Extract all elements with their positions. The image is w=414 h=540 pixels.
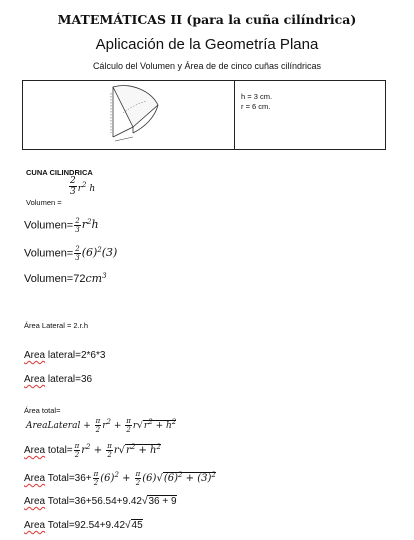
- total-area-formula: AreaLateral + $\frac{\pi}{2}$ $r^2$ + $\frac{\pi}{2}$ $r√r^2 + h^2$: [26, 417, 177, 434]
- lateral-area-result: Area lateral=36: [24, 374, 93, 385]
- total-area-step-1: Area total= $\frac{\pi}{2}$ $r^2$ + $\frac{\pi}{2}$ $r√r^2 + h^2$: [24, 442, 161, 459]
- lateral-area-step-1: Area lateral=2*6*3: [24, 350, 106, 361]
- volume-result: $Volumen=72cm^3$: [24, 272, 107, 285]
- figure-parameters: [241, 92, 272, 112]
- page-title: MATEMÁTICAS II (para la cuña cilíndrica): [57, 12, 357, 27]
- volume-label: Volumen =: [26, 198, 62, 207]
- cylindrical-wedge-figure: [83, 83, 173, 147]
- lateral-area-heading: Área Lateral = 2.r.h: [24, 321, 88, 330]
- volume-step-2: Volumen= $\frac{2}{3}$ $(6)^2(3)$: [24, 245, 118, 262]
- total-area-step-3: Area Total=36+56.54+9.42√36 + 9: [24, 496, 177, 507]
- total-area-step-2: Area Total=36+ $\frac{\pi}{2}$ $(6)^2$ + $\frac{\pi}{2}$ $(6)√(6)^2 + (3)^2$: [24, 470, 216, 487]
- figure-table-divider: [234, 81, 235, 149]
- page-subtitle: Aplicación de la Geometría Plana: [95, 36, 319, 53]
- page-description: Cálculo del Volumen y Área de de cinco cuñas cilíndricas: [92, 61, 322, 71]
- param-radius: r = 6 cm.: [241, 102, 271, 111]
- section-title: CUNA CILINDRICA: [26, 168, 93, 177]
- volume-formula-display: $\frac{2}{3}$ $r^2$ h: [70, 176, 96, 197]
- total-area-heading: Área total=: [24, 406, 61, 415]
- figure-table: [22, 80, 386, 150]
- volume-step-1: Volumen= $\frac{2}{3}$ $r^2h$: [24, 217, 99, 234]
- total-area-result: Area Total=92.54+9.42√45: [24, 520, 143, 531]
- param-height: h = 3 cm.: [241, 92, 273, 101]
